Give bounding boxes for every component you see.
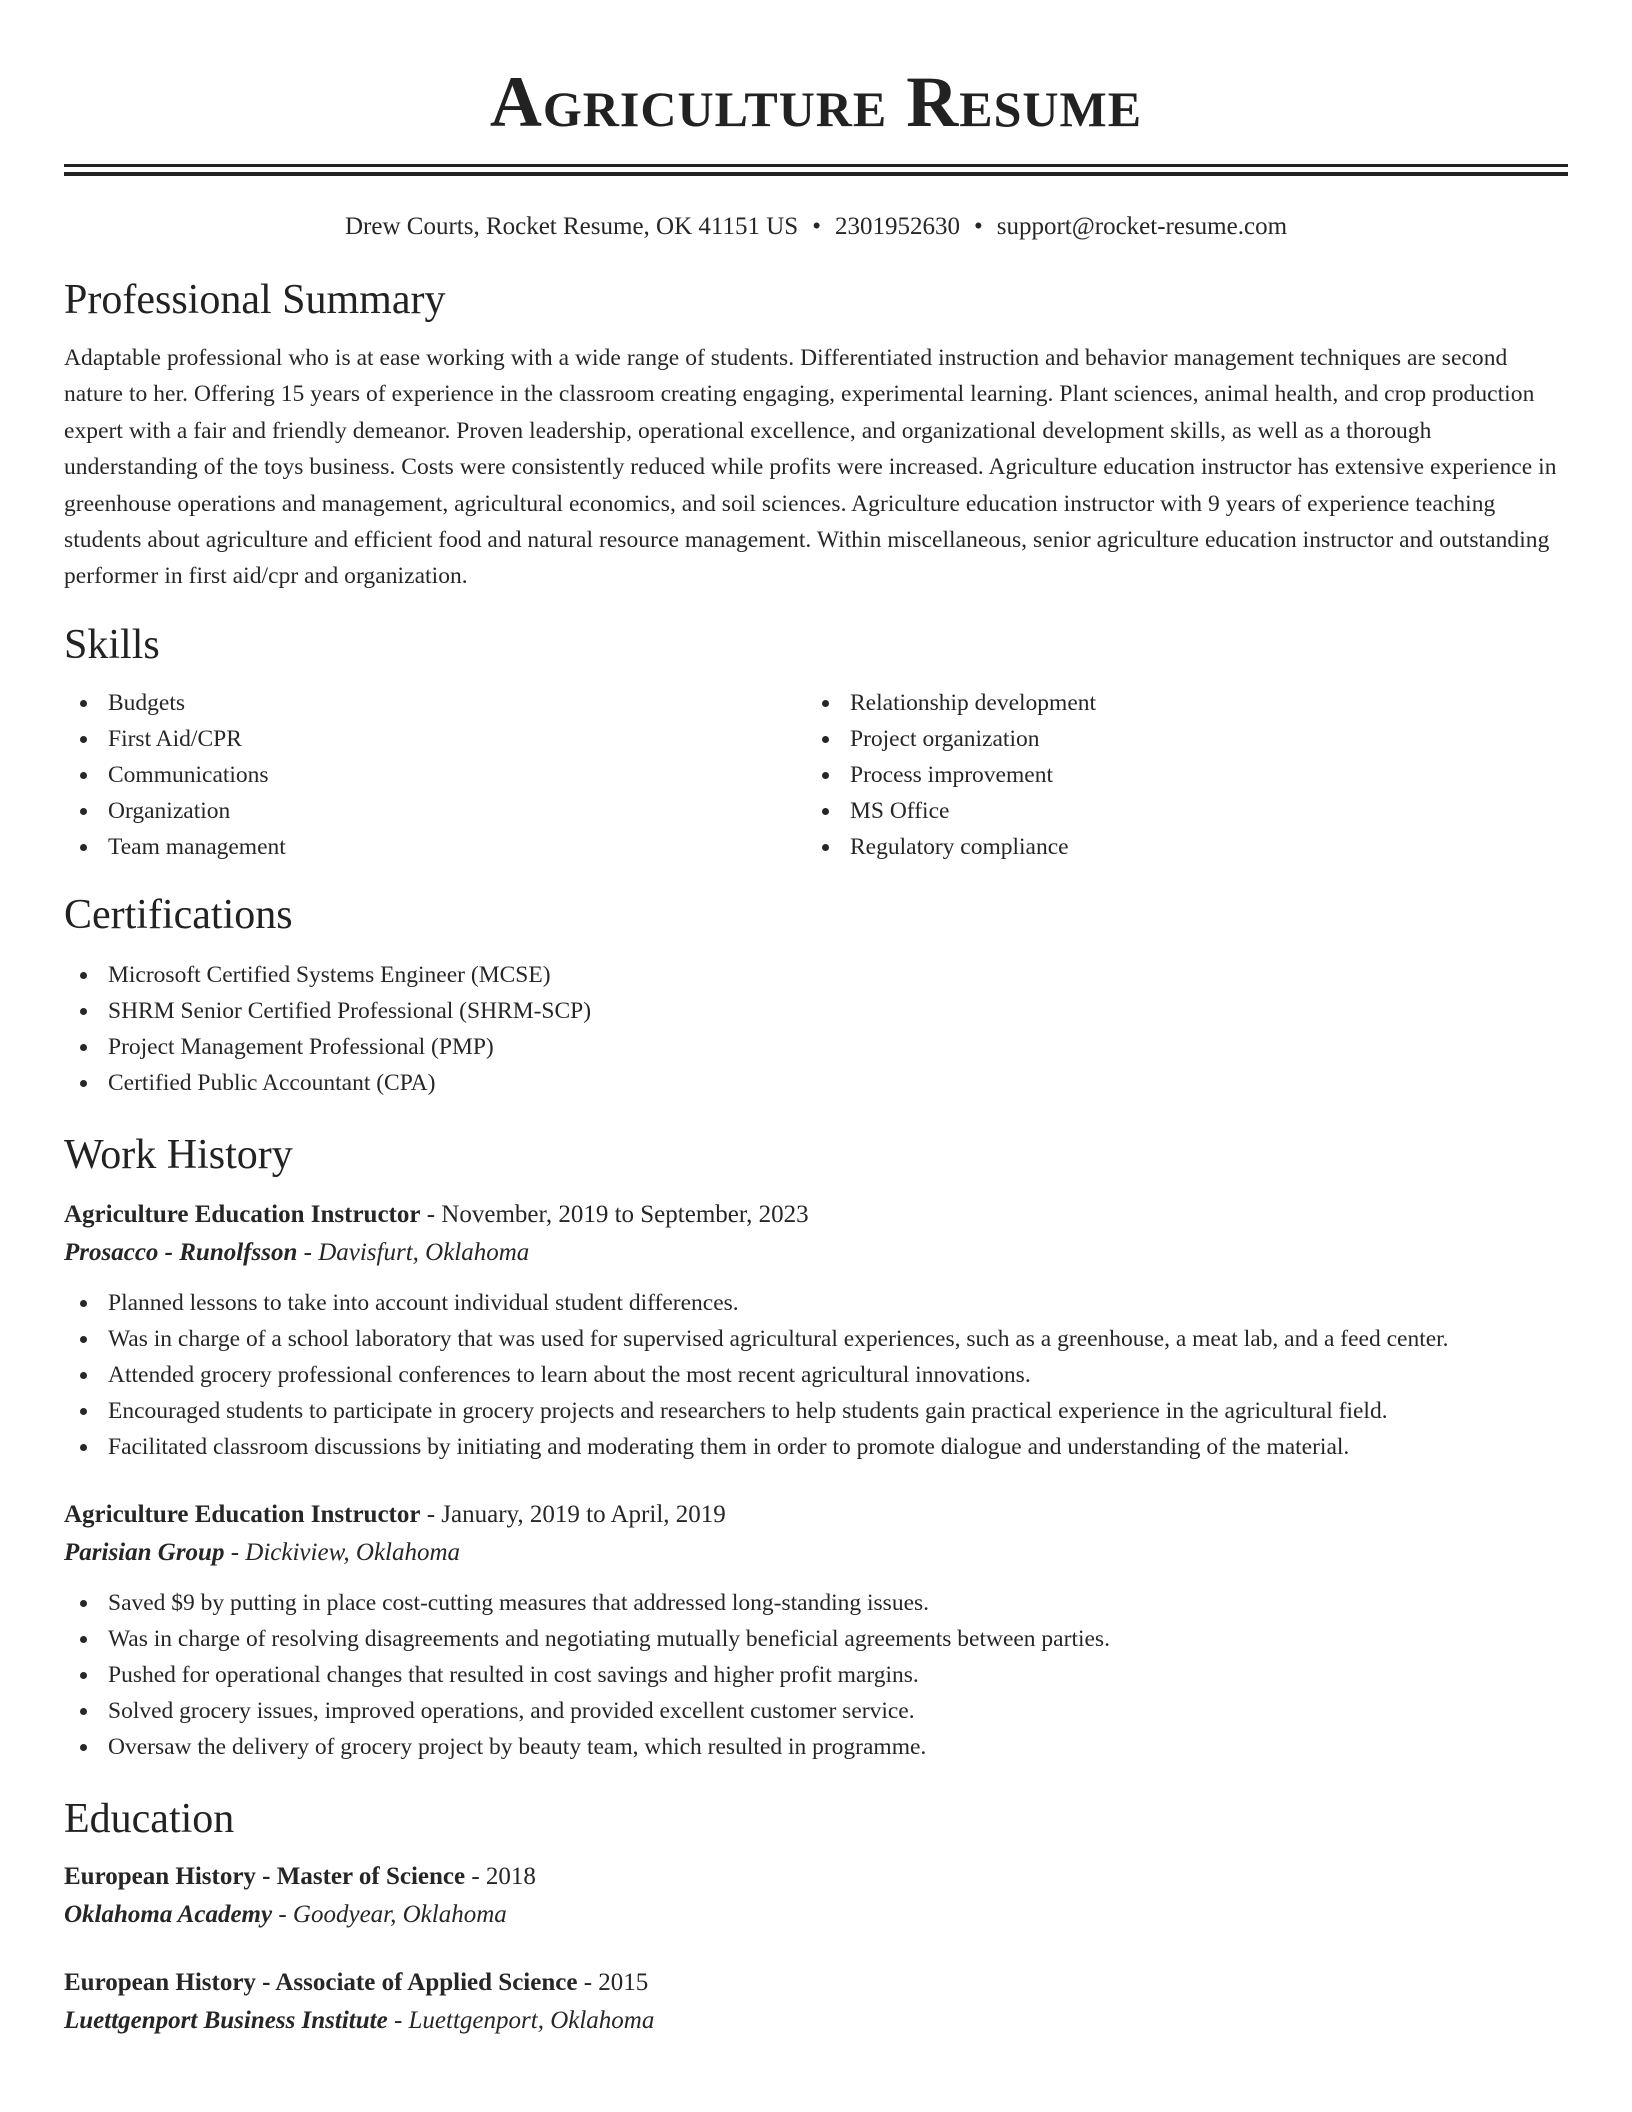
job-company: Parisian Group: [64, 1538, 225, 1566]
resume-page: [64, 0, 1568, 2041]
job-title: Agriculture Education Instructor: [64, 1500, 421, 1528]
skill-item: Team management: [64, 829, 806, 865]
education-location: - Goodyear, Oklahoma: [272, 1900, 507, 1928]
job-bullet: Pushed for operational changes that resulted in cost savings and higher profit margins.: [64, 1657, 1568, 1693]
job-dates: - November, 2019 to September, 2023: [420, 1200, 809, 1228]
job-bullet: Solved grocery issues, improved operations, and provided excellent customer service.: [64, 1693, 1568, 1729]
skill-item: Project organization: [806, 721, 1548, 757]
skills-column-right: [806, 685, 1548, 865]
contact-address: Drew Courts, Rocket Resume, OK 41151 US: [344, 213, 799, 240]
skill-item: Regulatory compliance: [806, 829, 1548, 865]
contact-separator: •: [973, 213, 983, 240]
certifications-heading: Certifications: [64, 891, 293, 938]
skills-column-left: [64, 685, 806, 865]
job-location: - Dickiview, Oklahoma: [224, 1538, 461, 1566]
skills-heading: Skills: [64, 621, 160, 668]
contact-separator: •: [812, 213, 821, 240]
summary-section: [64, 274, 1568, 595]
skills-section: [64, 619, 1568, 865]
education-degree: European History - Master of Science: [64, 1862, 466, 1890]
job-title-line: [64, 1197, 1568, 1233]
education-school: Luettgenport Business Institute: [64, 2006, 388, 2034]
contact-line: [64, 210, 1568, 244]
skill-item: Communications: [64, 757, 806, 793]
education-degree-line: [64, 1859, 1568, 1895]
education-degree-line: [64, 1965, 1568, 2001]
contact-email: support@rocket-resume.com: [996, 213, 1288, 240]
skill-item: Process improvement: [806, 757, 1548, 793]
education-school: Oklahoma Academy: [64, 1900, 273, 1928]
education-entry: [64, 1965, 1568, 2041]
job-bullet: Oversaw the delivery of grocery project by beauty team, which resulted in programme.: [64, 1729, 1568, 1765]
skill-item: First Aid/CPR: [64, 721, 806, 757]
job-title: Agriculture Education Instructor: [64, 1200, 421, 1228]
education-entry: [64, 1859, 1568, 1935]
job-bullet: Was in charge of a school laboratory that was used for supervised agricultural experiences, such as a greenhouse, a meat lab, and a feed center.: [64, 1321, 1568, 1357]
education-degree: European History - Associate of Applied Science: [64, 1968, 578, 1996]
job-location: - Davisfurt, Oklahoma: [297, 1238, 530, 1266]
skills-grid: [64, 685, 1568, 865]
education-year: - 2018: [465, 1862, 536, 1890]
summary-text: Adaptable professional who is at ease working with a wide range of students. Differentiated instruction and behavior management techniques are second nature to her. Offering 15 years of experience in the classroom creating engaging, experimental learning. Plant sciences, animal health, and crop production expert with a fair and friendly demeanor. Proven leadership, operational excellence, and organizational development skills, as well as a thorough understanding of the toys business. Costs were consistently reduced while profits were increased. Agriculture education instructor has extensive experience in greenhouse operations and management, agricultural economics, and soil sciences. Agriculture education instructor with 9 years of experience teaching students about agriculture and efficient food and natural resource management. Within miscellaneous, senior agriculture education instructor and outstanding performer in first aid/cpr and organization.: [64, 345, 1557, 590]
contact-phone: 2301952630: [834, 213, 960, 240]
job-bullets: [64, 1285, 1568, 1465]
job-company-line: [64, 1533, 1568, 1573]
skill-item: Budgets: [64, 685, 806, 721]
work-history-heading: Work History: [64, 1131, 293, 1178]
skill-item: MS Office: [806, 793, 1548, 829]
certification-item: Microsoft Certified Systems Engineer (MCSE): [64, 957, 1568, 993]
summary-heading: Professional Summary: [64, 277, 446, 323]
education-year: - 2015: [577, 1968, 649, 1996]
job-entry: [64, 1197, 1568, 1465]
job-bullet: Facilitated classroom discussions by initiating and moderating them in order to promote dialogue and understanding of the material.: [64, 1429, 1568, 1465]
job-title-line: [64, 1497, 1568, 1533]
resume-title: Agriculture Resume: [489, 62, 1143, 142]
work-history-section: [64, 1129, 1568, 1765]
certifications-list: [64, 957, 1568, 1101]
certification-item: Certified Public Accountant (CPA): [64, 1065, 1568, 1101]
job-dates: - January, 2019 to April, 2019: [420, 1500, 726, 1528]
title-divider-bottom: [64, 172, 1568, 176]
skill-item: Relationship development: [806, 685, 1548, 721]
education-school-line: [64, 1895, 1568, 1935]
education-section: [64, 1793, 1568, 2041]
title-divider-top: [64, 164, 1568, 167]
certification-item: SHRM Senior Certified Professional (SHRM-SCP): [64, 993, 1568, 1029]
job-bullet: Encouraged students to participate in grocery projects and researchers to help students gain practical experience in the agricultural field.: [64, 1393, 1568, 1429]
skill-item: Organization: [64, 793, 806, 829]
job-company-line: [64, 1233, 1568, 1273]
education-location: - Luettgenport, Oklahoma: [387, 2006, 655, 2034]
job-bullet: Was in charge of resolving disagreements and negotiating mutually beneficial agreements between parties.: [64, 1621, 1568, 1657]
job-bullet: Saved $9 by putting in place cost-cutting measures that addressed long-standing issues.: [64, 1585, 1568, 1621]
education-heading: Education: [64, 1795, 235, 1842]
job-company: Prosacco - Runolfsson: [64, 1238, 298, 1266]
certification-item: Project Management Professional (PMP): [64, 1029, 1568, 1065]
certifications-section: [64, 889, 1568, 1101]
job-bullet: Planned lessons to take into account individual student differences.: [64, 1285, 1568, 1321]
job-bullet: Attended grocery professional conferences to learn about the most recent agricultural innovations.: [64, 1357, 1568, 1393]
education-school-line: [64, 2001, 1568, 2041]
job-entry: [64, 1497, 1568, 1765]
job-bullets: [64, 1585, 1568, 1765]
